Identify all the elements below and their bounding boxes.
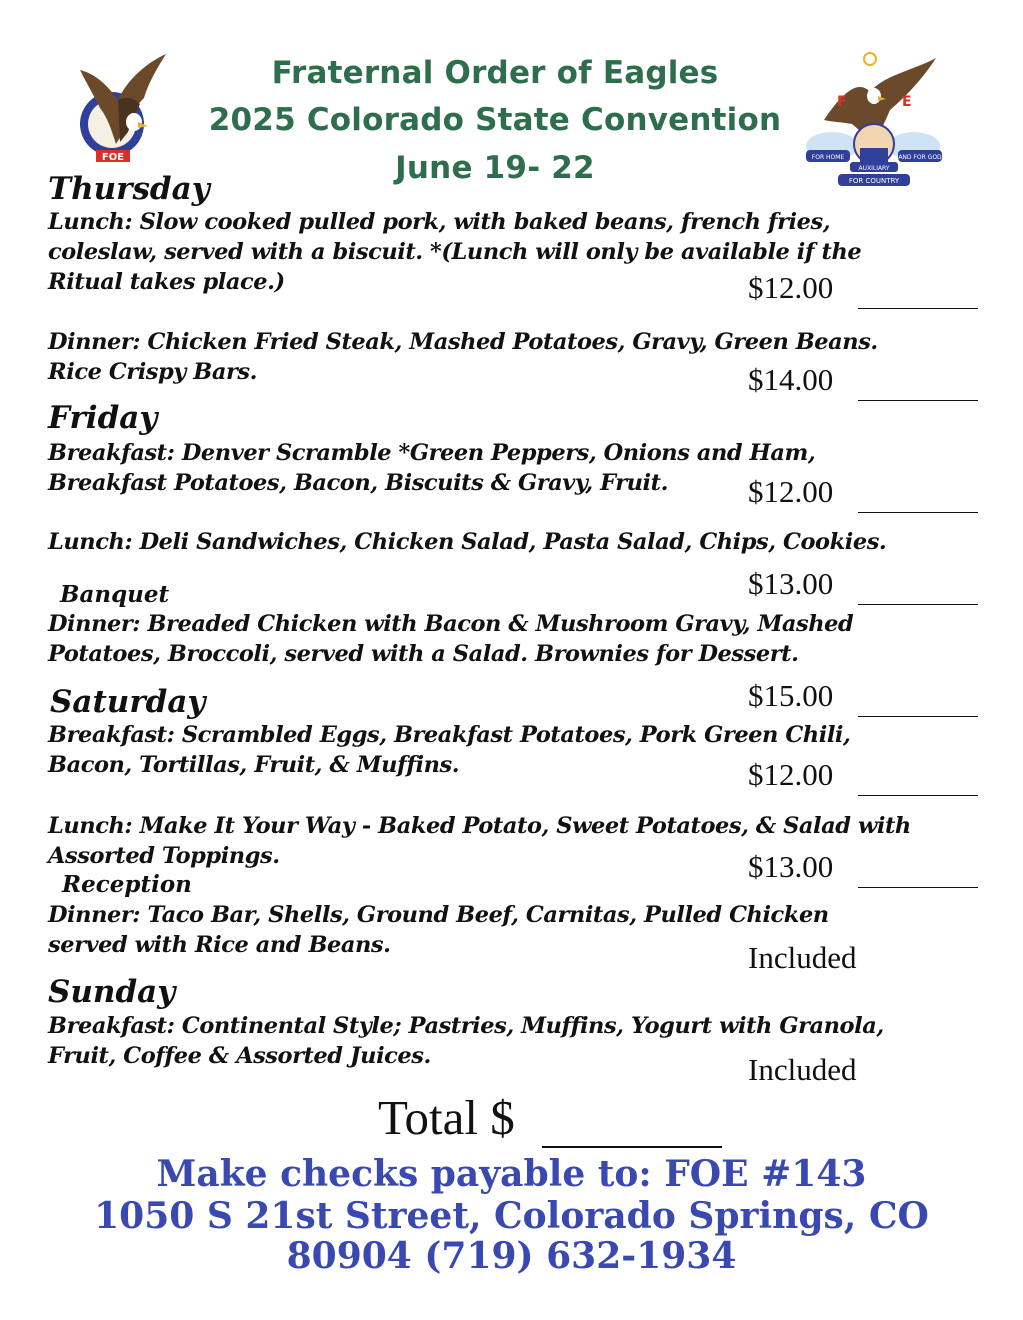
thursday-dinner-price: $14.00 <box>748 362 834 397</box>
total-label: Total $ <box>378 1090 515 1145</box>
saturday-reception-label: Reception <box>62 871 192 898</box>
thursday-dinner-description: Dinner: Chicken Fried Steak, Mashed Potatoes, Gravy, Green Beans. Rice Crispy Bars. <box>48 329 878 385</box>
friday-breakfast-price: $12.00 <box>748 474 834 509</box>
payment-instructions: Make checks payable to: FOE #143 <box>156 1153 867 1195</box>
saturday-dinner-price: Included <box>748 940 857 975</box>
day-heading-friday: Friday <box>48 400 158 436</box>
friday-breakfast-qty-line[interactable] <box>858 482 978 513</box>
logo-ribbon-left: FOR HOME <box>811 154 845 161</box>
saturday-lunch-description: Lunch: Make It Your Way - Baked Potato, Sweet Potatoes, & Salad with Assorted Toppings. <box>48 813 911 869</box>
header-dates: June 19- 22 <box>395 150 595 186</box>
friday-lunch-price: $13.00 <box>748 566 834 601</box>
logo-letter-f: F <box>837 94 847 110</box>
auxiliary-eagle-logo <box>804 50 944 195</box>
payment-address: 1050 S 21st Street, Colorado Springs, CO <box>94 1195 929 1237</box>
saturday-lunch-price: $13.00 <box>748 849 834 884</box>
foe-eagle-logo <box>74 52 174 172</box>
saturday-breakfast-price: $12.00 <box>748 757 834 792</box>
foe-logo-text: FOE <box>101 152 125 163</box>
saturday-dinner-description: Dinner: Taco Bar, Shells, Ground Beef, Carnitas, Pulled Chicken served with Rice and Beans. <box>48 902 829 958</box>
day-heading-thursday: Thursday <box>48 171 210 207</box>
friday-dinner-qty-line[interactable] <box>858 686 978 717</box>
payment-zip-phone: 80904 (719) 632-1934 <box>286 1235 737 1277</box>
sunday-breakfast-price: Included <box>748 1052 857 1087</box>
total-amount-line[interactable] <box>542 1146 722 1148</box>
logo-letter-e: E <box>902 94 912 110</box>
friday-lunch-description: Lunch: Deli Sandwiches, Chicken Salad, Pasta Salad, Chips, Cookies. <box>48 529 887 555</box>
thursday-dinner-qty-line[interactable] <box>858 370 978 401</box>
friday-breakfast-description: Breakfast: Denver Scramble *Green Peppers, Onions and Ham, Breakfast Potatoes, Bacon, Biscuits & Gravy, Fruit. <box>48 440 816 496</box>
thursday-lunch-price: $12.00 <box>748 270 834 305</box>
friday-banquet-label: Banquet <box>60 581 170 608</box>
friday-lunch-qty-line[interactable] <box>858 574 978 605</box>
day-heading-sunday: Sunday <box>48 974 176 1010</box>
thursday-lunch-description: Lunch: Slow cooked pulled pork, with baked beans, french fries, coleslaw, served with a biscuit. *(Lunch will only be available if the Ritual takes place.) <box>48 209 862 295</box>
friday-dinner-description: Dinner: Breaded Chicken with Bacon & Mushroom Gravy, Mashed Potatoes, Broccoli, served with a Salad. Brownies for Dessert. <box>48 611 854 667</box>
saturday-breakfast-qty-line[interactable] <box>858 765 978 796</box>
sunday-breakfast-description: Breakfast: Continental Style; Pastries, Muffins, Yogurt with Granola, Fruit, Coffee & Assorted Juices. <box>48 1013 884 1069</box>
day-heading-saturday: Saturday <box>50 684 206 720</box>
saturday-breakfast-description: Breakfast: Scrambled Eggs, Breakfast Potatoes, Pork Green Chili, Bacon, Tortillas, Fruit, & Muffins. <box>48 722 851 778</box>
thursday-lunch-qty-line[interactable] <box>858 278 978 309</box>
logo-ribbon-center: AUXILIARY <box>858 165 890 172</box>
header-title: Fraternal Order of Eagles <box>271 55 719 91</box>
header-subtitle: 2025 Colorado State Convention <box>208 102 782 138</box>
logo-ribbon-bottom: FOR COUNTRY <box>848 177 900 185</box>
logo-ribbon-right: AND FOR GOD <box>898 154 942 161</box>
friday-dinner-price: $15.00 <box>748 678 834 713</box>
saturday-lunch-qty-line[interactable] <box>858 857 978 888</box>
